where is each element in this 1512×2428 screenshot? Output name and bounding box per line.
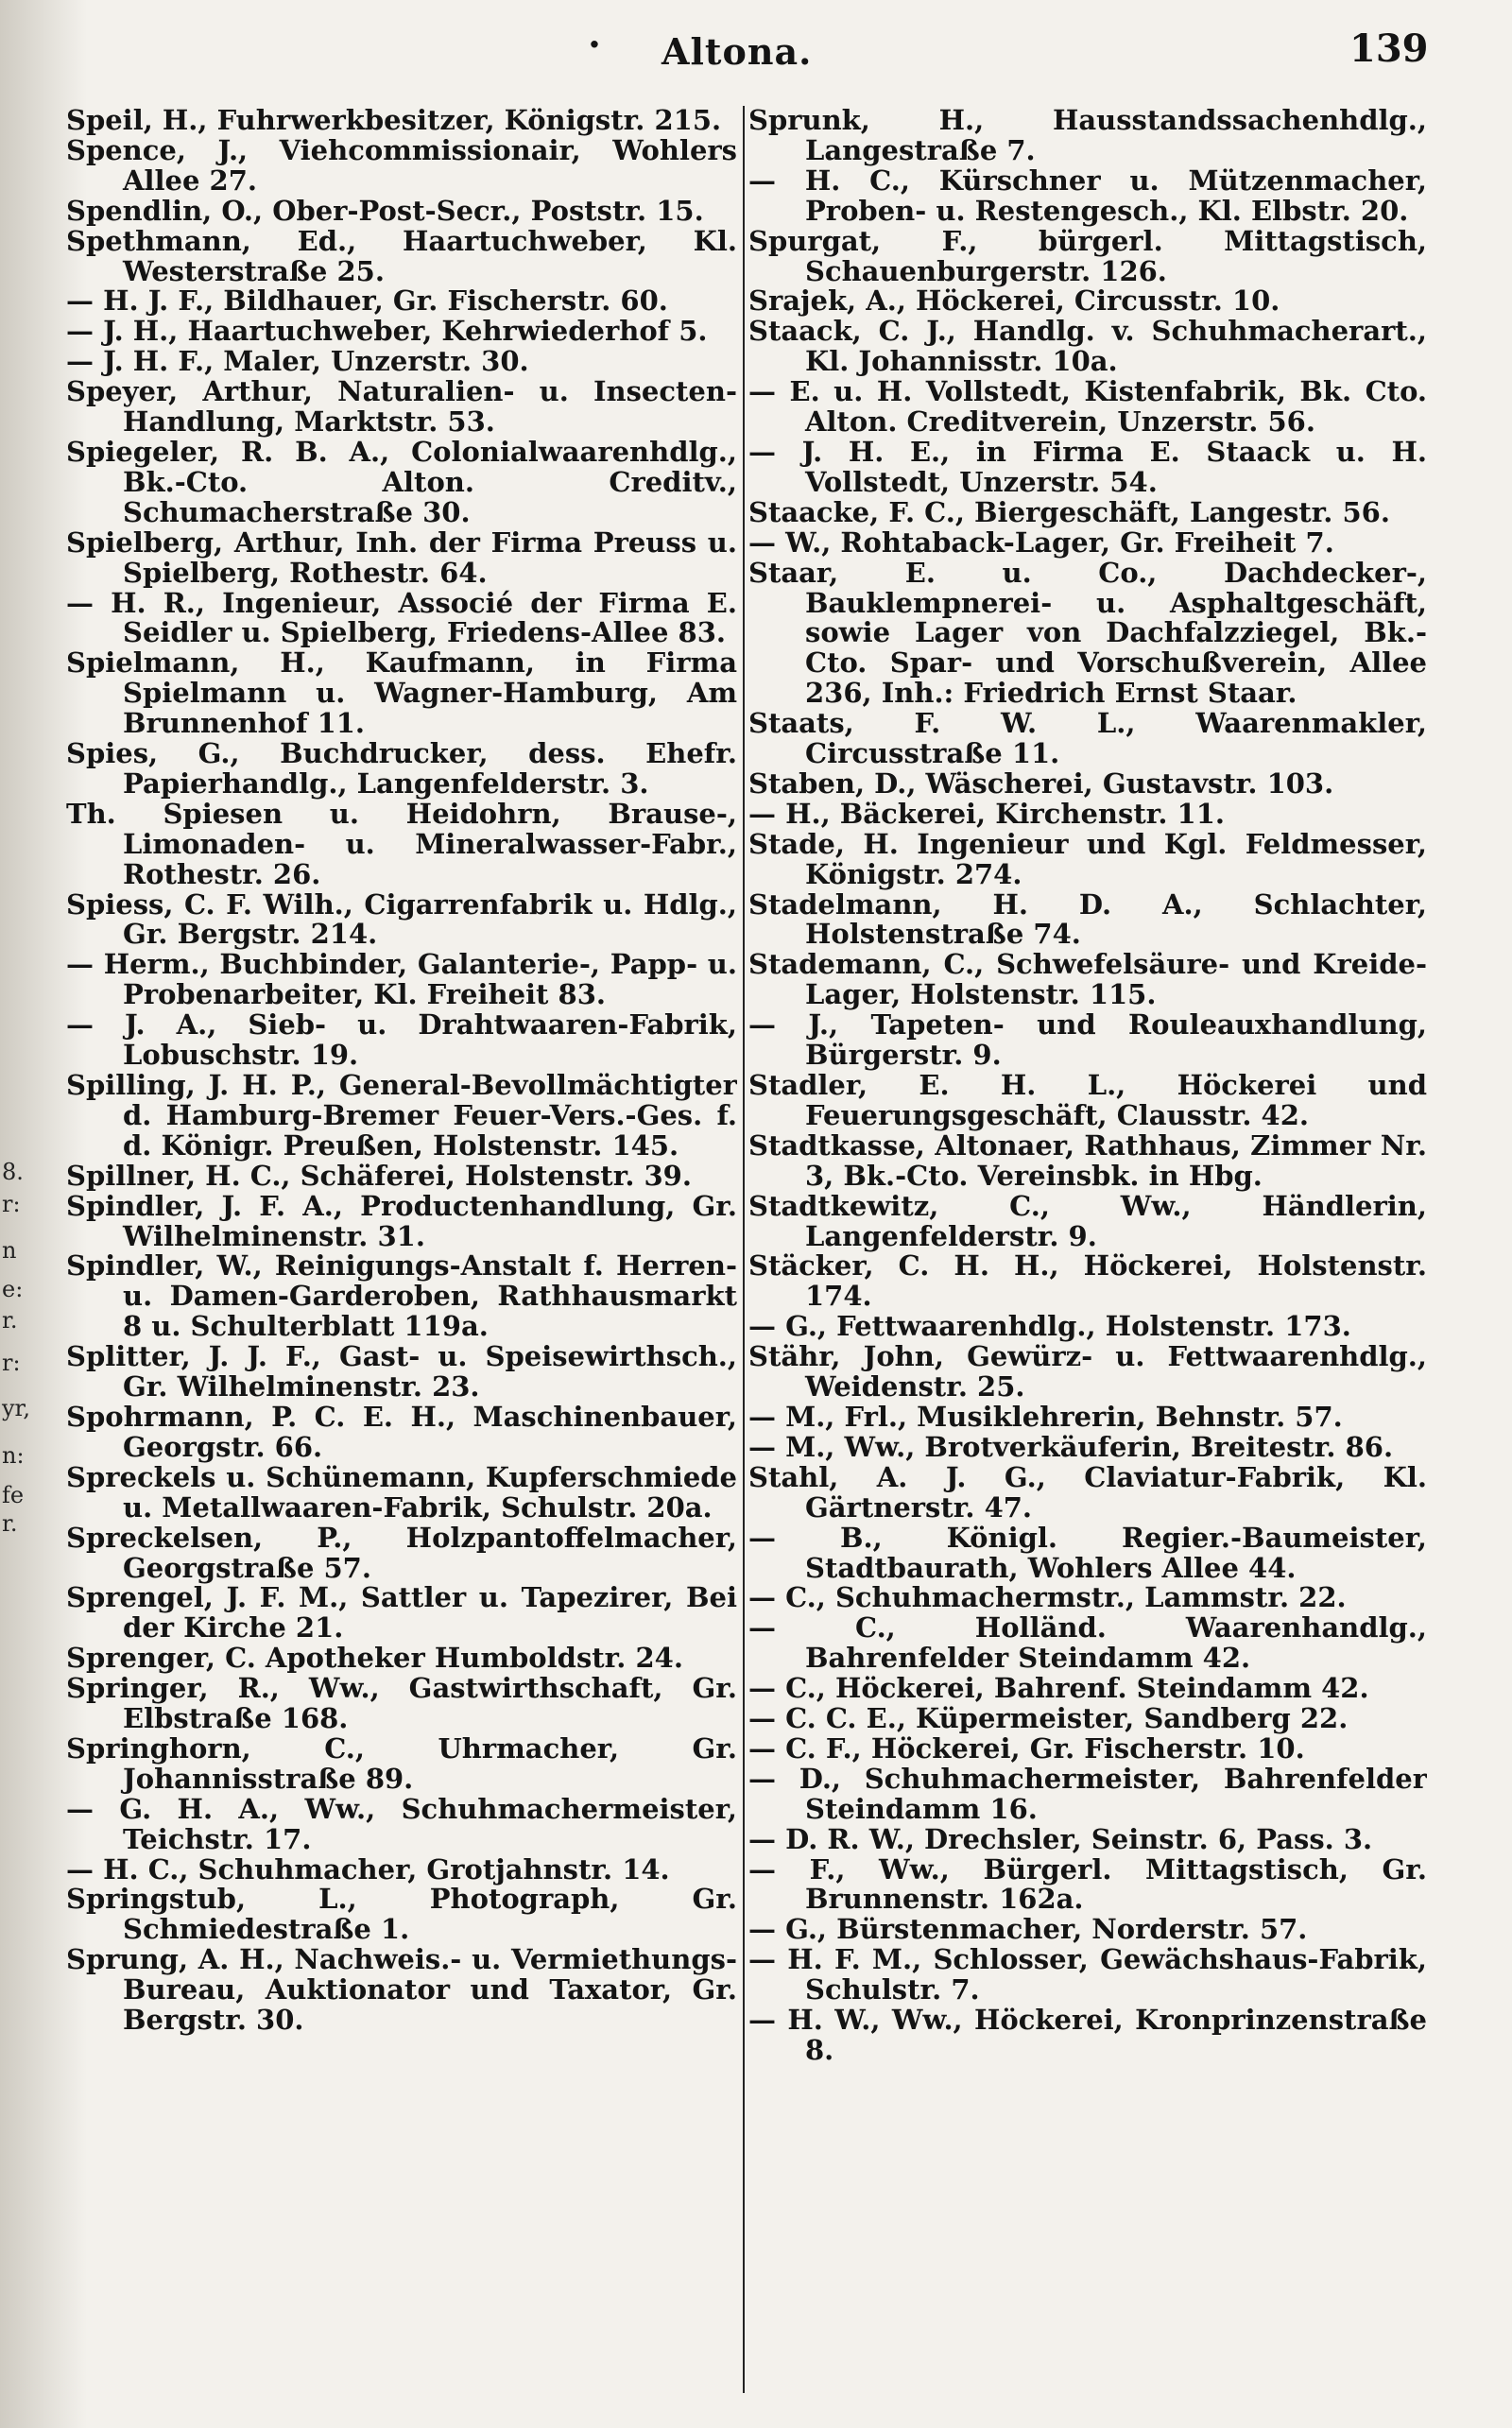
- directory-entry: — C. C. E., Küpermeister, Sandberg 22.: [748, 1702, 1349, 1735]
- directory-entry: — C., Schuhmachermstr., Lammstr. 22.: [748, 1581, 1347, 1614]
- directory-entry: — H. W., Ww., Höckerei, Kronprinzenstraße 8.: [748, 2004, 1427, 2066]
- directory-entry: — J. H. E., in Firma E. Staack u. H. Vollstedt, Unzerstr. 54.: [748, 435, 1427, 498]
- margin-fragment: yr,: [2, 1395, 31, 1421]
- directory-entry: — H. R., Ingenieur, Associé der Firma E. Seidler u. Spielberg, Friedens-Allee 83.: [66, 586, 737, 649]
- directory-entry: — F., Ww., Bürgerl. Mittagstisch, Gr. Brunnenstr. 162a.: [748, 1852, 1427, 1916]
- directory-entry: Staack, C. J., Handlg. v. Schuhmacherart., Kl. Johannisstr. 10a.: [748, 315, 1427, 378]
- right-column: [748, 106, 1427, 2402]
- directory-entry: Staar, E. u. Co., Dachdecker-, Bauklempnerei- u. Asphaltgeschäft, sowie Lager von Dachfalzziegel, Bk.-Cto. Spar- und Vorschußverein, Allee 236, Inh.: Friedrich Ernst Staar.: [748, 556, 1427, 710]
- page-number: 139: [1349, 26, 1429, 71]
- directory-entry: Srajek, A., Höckerei, Circusstr. 10.: [748, 284, 1280, 318]
- directory-entry: Sprunk, H., Hausstandssachenhdlg., Langestraße 7.: [748, 106, 1427, 166]
- page-header: [0, 17, 1512, 74]
- directory-entry: Staacke, F. C., Biergeschäft, Langestr. 56.: [748, 495, 1390, 528]
- directory-entry: Stade, H. Ingenieur und Kgl. Feldmesser, Königstr. 274.: [748, 827, 1427, 890]
- left-column: [66, 106, 737, 2402]
- margin-fragment: r.: [2, 1510, 18, 1537]
- margin-fragment: r.: [2, 1307, 18, 1334]
- margin-fragment: r:: [2, 1191, 21, 1217]
- directory-entry: Spence, J., Viehcommissionair, Wohlers Allee 27.: [66, 133, 737, 197]
- directory-entry: — G., Bürstenmacher, Norderstr. 57.: [748, 1913, 1308, 1946]
- directory-entry: — W., Rohtaback-Lager, Gr. Freiheit 7.: [748, 525, 1334, 559]
- directory-entry: Spielmann, H., Kaufmann, in Firma Spielmann u. Wagner-Hamburg, Am Brunnenhof 11.: [66, 646, 737, 740]
- margin-fragment: e:: [2, 1276, 24, 1302]
- directory-entry: — G. H. A., Ww., Schuhmachermeister, Teichstr. 17.: [66, 1792, 737, 1855]
- directory-entry: — D. R. W., Drechsler, Seinstr. 6, Pass. 3.: [748, 1822, 1373, 1855]
- directory-entry: — D., Schuhmachermeister, Bahrenfelder Steindamm 16.: [748, 1762, 1427, 1825]
- directory-entry: Spiess, C. F. Wilh., Cigarrenfabrik u. Hdlg., Gr. Bergstr. 214.: [66, 887, 737, 951]
- directory-entry: Splitter, J. J. F., Gast- u. Speisewirthsch., Gr. Wilhelminenstr. 23.: [66, 1340, 737, 1403]
- directory-entry: — B., Königl. Regier.-Baumeister, Stadtbaurath, Wohlers Allee 44.: [748, 1521, 1427, 1584]
- margin-fragment: n: [2, 1237, 17, 1264]
- directory-entry: Spreckels u. Schünemann, Kupferschmiede u. Metallwaaren-Fabrik, Schulstr. 20a.: [66, 1460, 737, 1524]
- directory-entry: Spreckelsen, P., Holzpantoffelmacher, Georgstraße 57.: [66, 1521, 737, 1584]
- directory-entry: Staats, F. W. L., Waarenmakler, Circusstraße 11.: [748, 707, 1427, 770]
- directory-entry: Stadler, E. H. L., Höckerei und Feuerungsgeschäft, Clausstr. 42.: [748, 1069, 1427, 1131]
- margin-fragment: fe: [2, 1482, 25, 1508]
- directory-entry: — J., Tapeten- und Rouleauxhandlung, Bürgerstr. 9.: [748, 1008, 1427, 1072]
- directory-entry: — C. F., Höckerei, Gr. Fischerstr. 10.: [748, 1731, 1305, 1765]
- directory-entry: Staben, D., Wäscherei, Gustavstr. 103.: [748, 766, 1334, 800]
- directory-entry: Stadelmann, H. D. A., Schlachter, Holstenstraße 74.: [748, 887, 1427, 951]
- directory-entry: — H., Bäckerei, Kirchenstr. 11.: [748, 797, 1225, 830]
- directory-entry: — J. H. F., Maler, Unzerstr. 30.: [66, 345, 529, 378]
- directory-entry: — C., Holländ. Waarenhandlg., Bahrenfelder Steindamm 42.: [748, 1611, 1427, 1675]
- directory-entry: Stahl, A. J. G., Claviatur-Fabrik, Kl. Gärtnerstr. 47.: [748, 1460, 1427, 1524]
- directory-entry: — H. C., Schuhmacher, Grotjahnstr. 14.: [66, 1852, 670, 1886]
- page-title: Altona.: [662, 30, 813, 73]
- directory-entry: Speil, H., Fuhrwerkbesitzer, Königstr. 215.: [66, 106, 722, 136]
- directory-entry: Spohrmann, P. C. E. H., Maschinenbauer, Georgstr. 66.: [66, 1400, 737, 1463]
- directory-entry: Stäcker, C. H. H., Höckerei, Holstenstr. 174.: [748, 1249, 1427, 1313]
- column-divider: [743, 106, 745, 2393]
- directory-entry: Spindler, J. F. A., Productenhandlung, Gr. Wilhelminenstr. 31.: [66, 1189, 737, 1252]
- directory-entry: Stademann, C., Schwefelsäure- und Kreide-Lager, Holstenstr. 115.: [748, 948, 1427, 1011]
- directory-entry: — Herm., Buchbinder, Galanterie-, Papp- u. Probenarbeiter, Kl. Freiheit 83.: [66, 948, 737, 1011]
- directory-entry: Springhorn, C., Uhrmacher, Gr. Johannisstraße 89.: [66, 1731, 737, 1795]
- directory-entry: Th. Spiesen u. Heidohrn, Brause-, Limonaden- u. Mineralwasser-Fabr., Rothestr. 26.: [66, 797, 737, 890]
- directory-entry: Spendlin, O., Ober-Post-Secr., Poststr. 15.: [66, 194, 704, 227]
- directory-entry: — G., Fettwaarenhdlg., Holstenstr. 173.: [748, 1310, 1351, 1343]
- directory-entry: — J. A., Sieb- u. Drahtwaaren-Fabrik, Lobuschstr. 19.: [66, 1008, 737, 1072]
- directory-entry: — E. u. H. Vollstedt, Kistenfabrik, Bk. Cto. Alton. Creditverein, Unzerstr. 56.: [748, 375, 1427, 439]
- directory-entry: Spielberg, Arthur, Inh. der Firma Preuss u. Spielberg, Rothestr. 64.: [66, 525, 737, 589]
- directory-entry: — H. C., Kürschner u. Mützenmacher, Proben- u. Restengesch., Kl. Elbstr. 20.: [748, 164, 1427, 227]
- directory-entry: Sprengel, J. F. M., Sattler u. Tapezirer, Bei der Kirche 21.: [66, 1581, 737, 1644]
- margin-fragment: 8.: [2, 1159, 24, 1185]
- margin-fragment: n:: [2, 1442, 25, 1469]
- directory-entry: Stadtkasse, Altonaer, Rathhaus, Zimmer Nr. 3, Bk.-Cto. Vereinsbk. in Hbg.: [748, 1128, 1427, 1192]
- directory-entry: Spindler, W., Reinigungs-Anstalt f. Herren- u. Damen-Garderoben, Rathhausmarkt 8 u. Schulterblatt 119a.: [66, 1249, 737, 1343]
- directory-entry: Spilling, J. H. P., General-Bevollmächtigter d. Hamburg-Bremer Feuer-Vers.-Ges. f. d. Königr. Preußen, Holstenstr. 145.: [66, 1069, 737, 1162]
- header-marker: ·: [588, 23, 601, 67]
- directory-entry: — H. J. F., Bildhauer, Gr. Fischerstr. 60.: [66, 284, 668, 318]
- directory-entry: Sprenger, C. Apotheker Humboldstr. 24.: [66, 1642, 683, 1675]
- directory-entry: Stähr, John, Gewürz- u. Fettwaarenhdlg., Weidenstr. 25.: [748, 1340, 1427, 1403]
- directory-entry: Speyer, Arthur, Naturalien- u. Insecten-Handlung, Marktstr. 53.: [66, 375, 737, 439]
- directory-entry: Spillner, H. C., Schäferei, Holstenstr. 39.: [66, 1159, 692, 1192]
- directory-entry: Spurgat, F., bürgerl. Mittagstisch, Schauenburgerstr. 126.: [748, 224, 1427, 287]
- directory-entry: Spethmann, Ed., Haartuchweber, Kl. Westerstraße 25.: [66, 224, 737, 287]
- directory-entry: — M., Frl., Musiklehrerin, Behnstr. 57.: [748, 1400, 1343, 1433]
- directory-entry: — M., Ww., Brotverkäuferin, Breitestr. 86.: [748, 1430, 1394, 1463]
- directory-entry: Stadtkewitz, C., Ww., Händlerin, Langenfelderstr. 9.: [748, 1189, 1427, 1252]
- directory-entry: Spiegeler, R. B. A., Colonialwaarenhdlg., Bk.-Cto. Alton. Creditv., Schumacherstraße 30.: [66, 435, 737, 528]
- directory-entry: — H. F. M., Schlosser, Gewächshaus-Fabrik, Schulstr. 7.: [748, 1943, 1427, 2006]
- directory-entry: — C., Höckerei, Bahrenf. Steindamm 42.: [748, 1672, 1369, 1705]
- directory-entry: Springer, R., Ww., Gastwirthschaft, Gr. Elbstraße 168.: [66, 1672, 737, 1735]
- directory-entry: Spies, G., Buchdrucker, dess. Ehefr. Papierhandlg., Langenfelderstr. 3.: [66, 737, 737, 800]
- directory-entry: — J. H., Haartuchweber, Kehrwiederhof 5.: [66, 315, 708, 348]
- directory-entry: Sprung, A. H., Nachweis.- u. Vermiethungs-Bureau, Auktionator und Taxator, Gr. Bergstr. 30.: [66, 1943, 737, 2037]
- directory-entry: Springstub, L., Photograph, Gr. Schmiedestraße 1.: [66, 1883, 737, 1946]
- margin-fragment: r:: [2, 1350, 21, 1376]
